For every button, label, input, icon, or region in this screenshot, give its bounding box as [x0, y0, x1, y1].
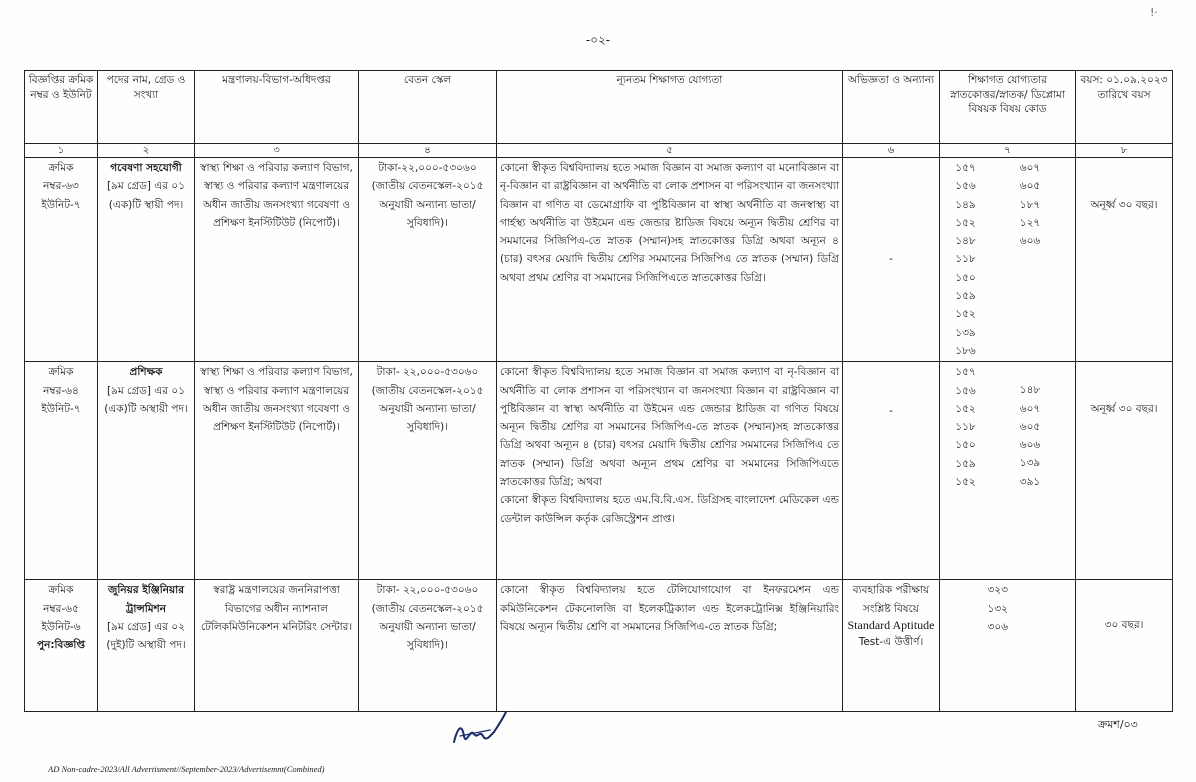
signature — [450, 706, 510, 750]
col-number: ৬ — [843, 144, 940, 158]
col-header-age: বয়স: ০১.০৯.২০২৩ তারিখে বয়স — [1076, 71, 1173, 144]
col-number: ৮ — [1076, 144, 1173, 158]
experience-cell: - — [843, 362, 940, 580]
qualification-cell: কোনো স্বীকৃত বিশ্ববিদ্যালয় হতে টেলিযোগাযোগ বা ইনফরমেশন এন্ড কমিউনিকেশন টেকনোলজি বা ইলেকট্রিক্যাল এন্ড ইলেকট্রোনিক্স ইঞ্জিনিয়ারিং বিষয়ে অন্যূন দ্বিতীয় শ্রেণি বা সমমানের সিজিপিএ-তে স্নাতক ডিগ্রি; — [497, 580, 843, 712]
page-number: -০২- — [585, 33, 611, 47]
col-header-post: পদের নাম, গ্রেড ও সংখ্যা — [98, 71, 195, 144]
post-details: [৯ম গ্রেড] এর ০১ (এক)টি স্থায়ী পদ। — [106, 180, 186, 211]
serial-cell: ক্রমিক নম্বর-৬৪ ইউনিট-৭ — [25, 362, 98, 580]
col-header-experience: অভিজ্ঞতা ও অন্যান্য — [843, 71, 940, 144]
subject-code-cell — [940, 362, 1076, 580]
col-header-subject-code: শিক্ষাগত যোগ্যতার স্নাতকোত্তর/স্নাতক/ ডিপ্লোমা বিষয়ক বিষয় কোড — [940, 71, 1076, 144]
ministry-cell: স্বাস্থ্য শিক্ষা ও পরিবার কল্যাণ বিভাগ, স্বাস্থ্য ও পরিবার কল্যাণ মন্ত্রণালয়ের অধীন জাতীয় জনসংখ্যা গবেষণা ও প্রশিক্ষণ ইনস্টিটিউট (নিপোর্ট)। — [195, 158, 359, 362]
post-cell — [98, 580, 195, 712]
post-title: প্রশিক্ষক — [129, 366, 163, 379]
col-number: ৩ — [195, 144, 359, 158]
pay-scale-cell: টাকা- ২২,০০০-৫৩০৬০ (জাতীয় বেতনস্কেল-২০১৫ অনুযায়ী অন্যান্য ভাতা/ সুবিধাদি)। — [359, 580, 497, 712]
post-cell — [98, 362, 195, 580]
code-column: ১৪৮ ৬০৭ ৬০৫ ৬০৬ ১৩৯ ৩৯১ — [1019, 384, 1041, 488]
age-cell: অনূর্ধ্ব ৩০ বছর। — [1076, 158, 1173, 362]
col-header-serial: বিজ্ঞপ্তির ক্রমিক নম্বর ও ইউনিট — [25, 71, 98, 144]
code-column: ৬০৭ ৬০৫ ১৮৭ ১২৭ ৬০৬ — [1019, 162, 1041, 248]
col-header-ministry: মন্ত্রণালয়-বিভাগ-অধিদপ্তর — [195, 71, 359, 144]
post-details: [৯ম গ্রেড] এর ০২ (দুই)টি অস্থায়ী পদ। — [106, 620, 186, 652]
col-header-pay-scale: বেতন স্কেল — [359, 71, 497, 144]
col-header-qualification: ন্যূনতম শিক্ষাগত যোগ্যতা — [497, 71, 843, 144]
table-row — [25, 158, 1173, 362]
post-cell — [98, 158, 195, 362]
ministry-cell: স্বাস্থ্য শিক্ষা ও পরিবার কল্যাণ বিভাগ, স্বাস্থ্য ও পরিবার কল্যাণ মন্ত্রণালয়ের অধীন জাতীয় জনসংখ্যা গবেষণা ও প্রশিক্ষণ ইনস্টিটিউট (নিপোর্ট)। — [195, 362, 359, 580]
col-number: ৫ — [497, 144, 843, 158]
serial-cell: ক্রমিক নম্বর-৬৩ ইউনিট-৭ — [25, 158, 98, 362]
qualification-cell: কোনো স্বীকৃত বিশ্ববিদ্যালয় হতে সমাজ বিজ্ঞান বা সমাজ কল্যাণ বা নৃ-বিজ্ঞান বা অর্থনীতি বা লোক প্রশাসন বা পরিসংখ্যান বা জনসংখ্যা বিজ্ঞান বা রাষ্ট্রবিজ্ঞান বা পুষ্টিবিজ্ঞান বা স্বাস্থ্য অর্থনীতি বা উইমেন এন্ড জেন্ডার ষ্টাডিজ বা গণিত বিষয়ে অন্যূন দ্বিতীয় শ্রেণির বা সমমানের সিজিপিএ-তে স্নাতক (সম্মান)সহ স্নাতকোত্তর ডিগ্রি অথবা অন্যূন ৪ (চার) বৎসর মেয়াদি দ্বিতীয় শ্রেণির সমমানের সিজিপিএ তে স্নাতক (সম্মান) ডিগ্রি অথবা অন্যূন প্রথম শ্রেণির বা সমমানের সিজিপিএতে স্নাতকোত্তর ডিগ্রি; অথবা কোনো স্বীকৃত বিশ্ববিদ্যালয় হতে এম.বি.বি.এস. ডিগ্রিসহ বাংলাদেশ মেডিকেল এন্ড ডেন্টাল কাউন্সিল কর্তৃক রেজিস্ট্রেশন প্রাপ্ত। — [497, 362, 843, 580]
serial-cell: ক্রমিক নম্বর-৬৫ ইউনিট-৬ পুন:বিজ্ঞপ্তি — [25, 580, 98, 712]
qualification-cell: কোনো স্বীকৃত বিশ্ববিদ্যালয় হতে সমাজ বিজ্ঞান বা সমাজ কল্যাণ বা মনোবিজ্ঞান বা নৃ-বিজ্ঞান বা রাষ্ট্রবিজ্ঞান বা অর্থনীতি বা লোক প্রশাসন বা পরিসংখ্যান বা জনসংখ্যা বিজ্ঞান বা গণিত বা ডেমোগ্রাফি বা পুষ্টিবিজ্ঞান বা স্বাস্থ্য অর্থনীতি বা জনস্বাস্থ্য বা গার্হস্থ্য অর্থনীতি বা উইমেন এন্ড জেন্ডার ষ্টাডিজ বিষয়ে অন্যূন দ্বিতীয় শ্রেণির বা সমমানের সিজিপিএ-তে স্নাতক (সম্মান)সহ স্নাতকোত্তর ডিগ্রি অথবা অন্যূন ৪ (চার) বৎসর মেয়াদি দ্বিতীয় শ্রেণির সমমানের সিজিপিএ তে স্নাতক (সম্মান) ডিগ্রি অথবা প্রথম শ্রেণির বা সমমানের সিজিপিএতে স্নাতকোত্তর ডিগ্রি। — [497, 158, 843, 362]
pay-scale-cell: টাকা-২২,০০০-৫৩০৬০ (জাতীয় বেতনস্কেল-২০১৫ অনুযায়ী অন্যান্য ভাতা/ সুবিধাদি)। — [359, 158, 497, 362]
republished-note: পুন:বিজ্ঞপ্তি — [36, 639, 86, 652]
code-column: ৩২৩ ১৩২ ৩০৬ — [987, 584, 1008, 633]
header-row — [25, 71, 1173, 144]
post-title: জুনিয়র ইঞ্জিনিয়ার ট্রান্সমিশন — [108, 584, 184, 615]
post-details: [৯ম গ্রেড] এর ০১ (এক)টি অস্থায়ী পদ। — [104, 384, 188, 415]
experience-cell: ব্যবহারিক পরীক্ষায় সংশ্লিষ্ট বিষয়ে Standard Aptitude Test-এ উত্তীর্ণ। — [843, 580, 940, 712]
corner-mark: !· — [1150, 6, 1158, 19]
continued-note: ক্রমশ/০৩ — [1098, 718, 1138, 731]
ministry-cell: স্বরাষ্ট্র মন্ত্রণালয়ের জননিরাপত্তা বিভাগের অধীন ন্যাশনাল টেলিকমিউনিকেশন মনিটরিং সেন্টার। — [195, 580, 359, 712]
experience-cell: - — [843, 158, 940, 362]
col-number: ২ — [98, 144, 195, 158]
column-number-row — [25, 144, 1173, 158]
subject-code-cell — [940, 158, 1076, 362]
pay-scale-cell: টাকা- ২২,০০০-৫৩০৬০ (জাতীয় বেতনস্কেল-২০১৫ অনুযায়ী অন্যান্য ভাতা/ সুবিধাদি)। — [359, 362, 497, 580]
code-column: ১৫৭ ১৫৬ ১৪৯ ১৫২ ১৪৮ ১১৮ ১৫০ ১৫৯ ১৫২ ১৩৯ ১৮৬ — [955, 162, 976, 357]
col-number: ৪ — [359, 144, 497, 158]
age-cell: অনূর্ধ্ব ৩০ বছর। — [1076, 362, 1173, 580]
recruitment-table — [24, 70, 1173, 712]
subject-code-cell — [940, 580, 1076, 712]
col-number: ১ — [25, 144, 98, 158]
footer-path: AD Non-cadre-2023/All Advertisment//September-2023/Advertisemnt(Combined) — [48, 764, 325, 774]
age-cell: ৩০ বছর। — [1076, 580, 1173, 712]
col-number: ৭ — [940, 144, 1076, 158]
post-title: গবেষণা সহযোগী — [110, 162, 182, 174]
code-column: ১৫৭ ১৫৬ ১৫২ ১১৮ ১৫০ ১৫৯ ১৫২ — [955, 366, 976, 489]
table-row — [25, 362, 1173, 580]
table-row — [25, 580, 1173, 712]
